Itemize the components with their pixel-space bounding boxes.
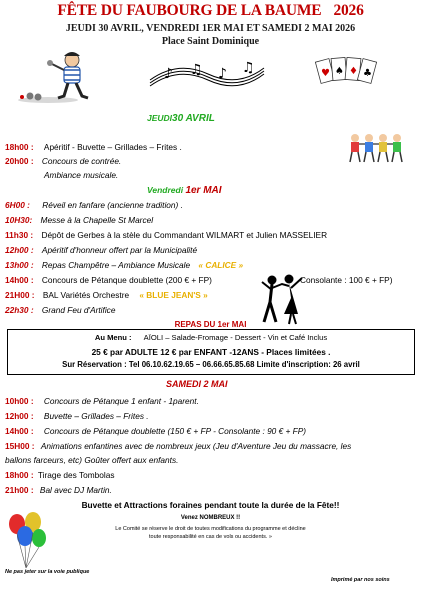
menu-line: Au Menu : AÏOLI – Salade-Fromage - Dessert - Vin et Café Inclus	[94, 333, 328, 342]
schedule-row: ballons farceurs, etc) Goûter offert aux enfants.	[5, 455, 179, 465]
schedule-row: 18h00 : Tirage des Tombolas	[5, 470, 115, 480]
petanque-player-illustration	[8, 48, 100, 106]
consolante-note: Consolante : 100 € + FP)	[300, 275, 393, 285]
svg-text:♪: ♪	[218, 66, 227, 82]
playing-cards-illustration	[314, 54, 378, 90]
svg-text:♫: ♫	[242, 60, 255, 76]
menu-box	[7, 329, 415, 375]
litter-note: Ne pas jeter sur la voie publique	[5, 569, 90, 575]
title-year: 2026	[333, 2, 364, 19]
reservation-line: Sur Réservation : Tel 06.10.62.19.65 – 06.66.65.85.68 Limite d'inscription: 26 avril	[62, 360, 360, 369]
dancing-couple-illustration	[256, 274, 306, 326]
svg-text:♪: ♪	[164, 66, 173, 82]
section-heading-vendredi: Vendredi 1er MAI	[147, 185, 222, 196]
schedule-row: 20h00 : Concours de contrée.	[5, 156, 122, 166]
disclaimer-line: Le Comité se réserve le droit de toutes modifications du programme et décline	[115, 526, 306, 532]
section-heading-repas: REPAS DU 1er MAI	[174, 320, 247, 329]
dates-line: JEUDI 30 AVRIL, VENDREDI 1ER MAI ET SAMEDI 2 MAI 2026	[65, 23, 356, 34]
schedule-row: 12h00 : Buvette – Grillades – Frites .	[5, 411, 149, 421]
balloons-illustration	[6, 512, 48, 572]
svg-text:♫: ♫	[190, 62, 203, 78]
schedule-row: 6H00 : Réveil en fanfare (ancienne tradition) .	[5, 200, 183, 210]
page-title	[0, 2, 421, 20]
disclaimer-line: toute responsabilité en cas de vols ou accidents. »	[149, 534, 272, 540]
place-line: Place Saint Dominique	[161, 36, 260, 47]
printer-note: Imprimé par nos soins	[331, 577, 390, 583]
schedule-row: 14h00 : Concours de Pétanque doublette (150 € + FP - Consolante : 90 € + FP)	[5, 426, 307, 436]
schedule-row: 12h00 : Apéritif d'honneur offert par la Municipalité	[5, 245, 198, 255]
band-blue-jeans: « BLUE JEAN'S »	[139, 290, 208, 300]
schedule-row: 22h30 : Grand Feu d'Artifice	[5, 305, 116, 315]
attractions-line: Buvette et Attractions foraines pendant toute la durée de la Fête!!	[81, 500, 340, 510]
band-calice: « CALICE »	[198, 260, 244, 270]
schedule-row: 13h00 : Repas Champêtre – Ambiance Musicale « CALICE »	[5, 260, 244, 270]
schedule-row: Ambiance musicale.	[44, 170, 119, 180]
section-heading-samedi: SAMEDI 2 MAI	[166, 379, 228, 389]
section-heading-jeudi: JEUDI30 AVRIL	[147, 113, 215, 124]
schedule-row: 10H30: Messe à la Chapelle St Marcel	[5, 215, 154, 225]
music-notes-illustration	[148, 58, 266, 88]
title-text: FÊTE DU FAUBOURG DE LA BAUME	[57, 2, 322, 19]
svg-text:♦: ♦	[349, 66, 358, 77]
schedule-row: 11h30 : Dépôt de Gerbes à la stèle du Commandant WILMART et Julien MASSELIER	[5, 230, 328, 240]
schedule-row: 21h00 : Bal avec DJ Martin.	[5, 485, 112, 495]
prices-line: 25 € par ADULTE 12 € par ENFANT -12ANS - Places limitées .	[91, 347, 331, 357]
venez-nombreux: Venez NOMBREUX !!	[180, 515, 241, 521]
schedule-row: 10h00 : Concours de Pétanque 1 enfant - 1parent.	[5, 396, 199, 406]
schedule-row: 14h00 : Concours de Pétanque doublette (200 € + FP)	[5, 275, 212, 285]
svg-text:♠: ♠	[335, 66, 344, 77]
schedule-row: 18h00 : Apéritif - Buvette – Grillades – Frites .	[5, 142, 182, 152]
svg-text:♥: ♥	[321, 68, 330, 79]
dancing-kids-illustration	[345, 130, 405, 166]
svg-text:♣: ♣	[363, 68, 372, 79]
schedule-row: 21H00 : BAL Variétés Orchestre « BLUE JEAN'S »	[5, 290, 208, 300]
schedule-row: 15H00 : Animations enfantines avec de nombreux jeux (Jeu d'Aventure Jeu du massacre, les	[5, 441, 352, 451]
